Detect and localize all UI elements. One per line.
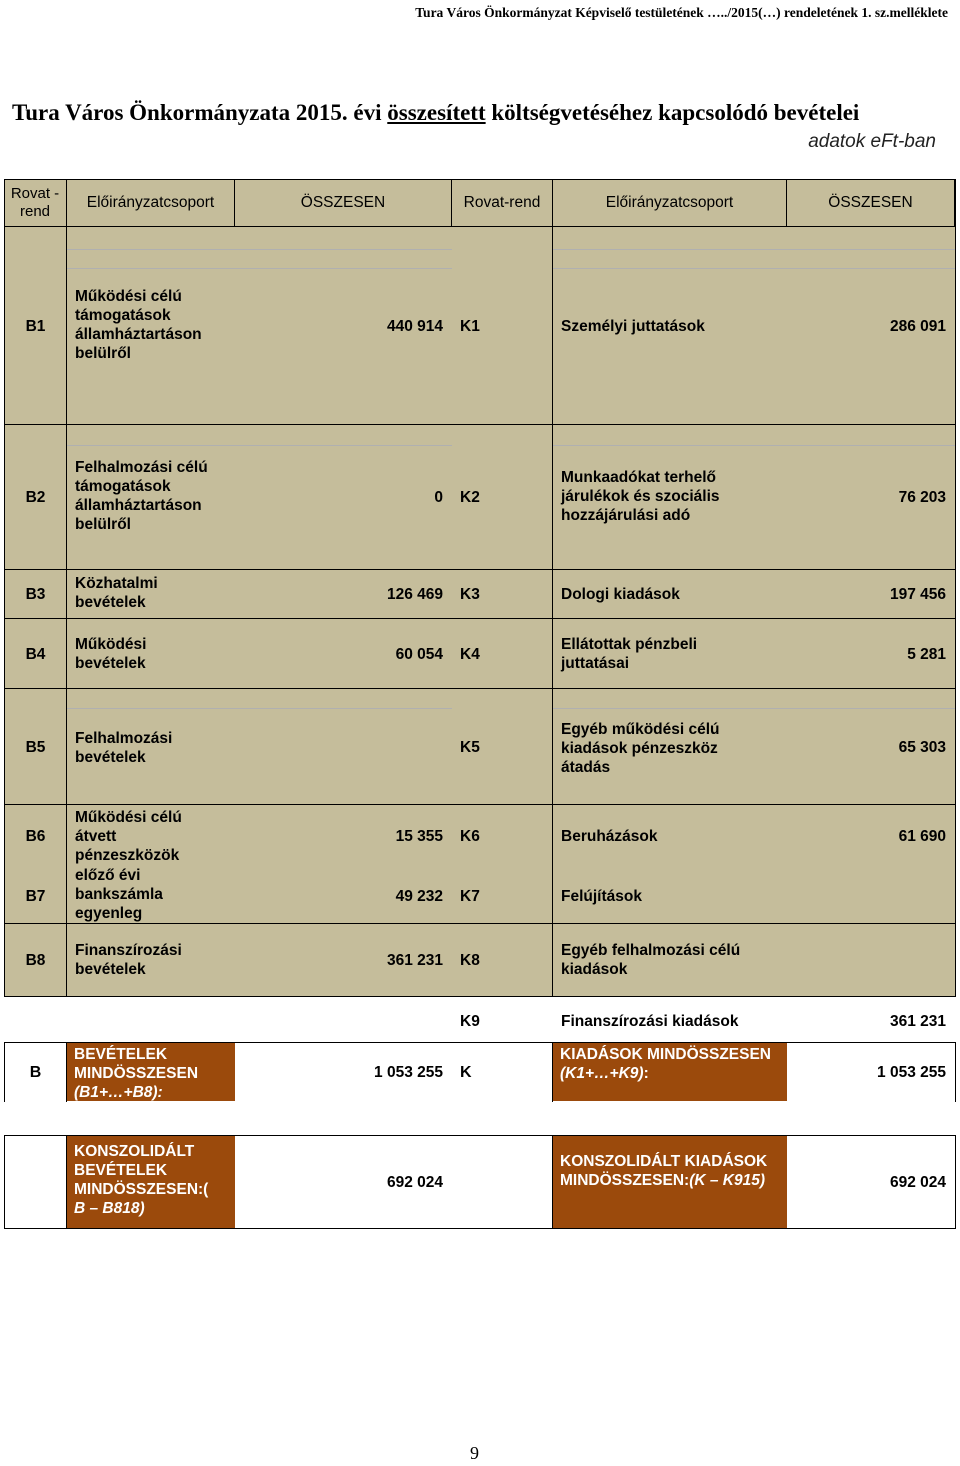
row-b4-name: Működési bevételek [75,636,147,672]
consolidated-label [67,1136,235,1228]
row-k5-name: Egyéb működési célú kiadások pénzeszköz átadás [561,721,720,776]
consolidated-label-text: KONSZOLIDÁLT BEVÉTELEK MINDÖSSZESEN:( [74,1143,209,1198]
row-k1-name: Személyi juttatások [561,317,705,335]
consolidated-k-label [553,1136,787,1228]
col-header-eloiranyzatcsoport-left: Előirányzatcsoport [67,179,235,227]
row-b7-name: előző évi bankszámla egyenleg [75,867,163,922]
row-k6-code: K6 [460,828,480,845]
row-k4-code: K4 [460,645,480,663]
row-k9-code: K9 [460,1012,480,1030]
col-header-rovat-rend-left: Rovat - rend [4,179,67,227]
row-b7-amount: 49 232 [395,887,443,905]
row-k4-amount: 5 281 [907,645,946,663]
consolidated-k-label-formula: (K – K915) [689,1172,765,1189]
col-header-osszesen-right: ÖSSZESEN [787,179,955,227]
totals-k-label-text: KIADÁSOK MINDÖSSZESEN [560,1046,771,1063]
col-header-osszesen-left: ÖSSZESEN [235,179,452,227]
row-k9-amount: 361 231 [889,1012,946,1030]
title-part-2: költségvetéséhez kapcsolódó bevételei [485,100,860,125]
row-k8-code: K8 [460,951,480,969]
row-k3-amount: 197 456 [889,586,946,603]
row-k7-code: K7 [460,887,480,905]
totals-k-amount: 1 053 255 [877,1063,946,1081]
row-k2-code: K2 [460,489,480,506]
row-b2-code: B2 [25,489,46,506]
page-header: Tura Város Önkormányzat Képviselő testületének …../2015(…) rendeletének 1. sz.melléklete [415,5,948,20]
totals-k-label-colon: : [643,1065,649,1082]
row-k6-amount: 61 690 [898,828,946,845]
row-k7-name: Felújítások [561,887,642,905]
row-b4-amount: 60 054 [395,645,443,663]
consolidated-k-amount: 692 024 [889,1173,946,1191]
row-k2-name: Munkaadókat terhelő járulékok és szociális hozzájárulási adó [561,469,720,524]
title-part-1: Tura Város Önkormányzata 2015. évi [12,100,388,125]
row-b5-name: Felhalmozási bevételek [75,730,173,766]
row-b8-code: B8 [25,951,46,969]
row-b8-amount: 361 231 [386,951,443,969]
row-b3-amount: 126 469 [386,586,443,603]
row-b5-code: B5 [25,738,46,756]
row-k5-code: K5 [460,738,480,756]
totals-amount: 1 053 255 [374,1063,443,1081]
row-b3-code: B3 [25,586,46,603]
row-k1-amount: 286 091 [889,317,946,335]
row-b1-amount: 440 914 [386,317,443,335]
page-number: 9 [470,1443,479,1463]
row-b2-name: Felhalmozási célú támogatások államháztartáson belülről [75,459,208,533]
totals-k-label [553,1043,787,1101]
consolidated-label-formula: B – B818) [74,1200,145,1217]
row-k6-name: Beruházások [561,828,658,845]
consolidated-amount: 692 024 [386,1173,443,1191]
totals-label [67,1043,235,1101]
totals-code: B [29,1063,42,1081]
totals-label-formula: (B1+…+B8): [74,1084,163,1101]
row-b6-code: B6 [25,828,46,845]
row-b2-amount: 0 [434,489,443,506]
row-k3-name: Dologi kiadások [561,586,680,603]
row-k1-code: K1 [460,317,480,335]
row-b6-name: Működési célú átvett pénzeszközök [75,809,182,864]
col-header-eloiranyzatcsoport-right: Előirányzatcsoport [553,179,787,227]
unit-note: adatok eFt-ban [808,131,936,152]
consolidated-k-label-text: KONSZOLIDÁLT KIADÁSOK MINDÖSSZESEN: [560,1153,768,1189]
row-k5-amount: 65 303 [898,738,946,756]
row-k8-name: Egyéb felhalmozási célú kiadások [561,942,741,978]
col-header-rovat-rend-right: Rovat-rend [452,179,553,227]
totals-k-label-formula: (K1+…+K9) [560,1065,644,1082]
totals-k-code: K [460,1063,472,1081]
title-underlined-word: összesített [387,100,486,125]
row-b7-code: B7 [25,887,46,905]
row-b1-code: B1 [25,317,46,335]
page-title [12,100,859,126]
row-b6-amount: 15 355 [395,828,443,845]
row-b8-name: Finanszírozási bevételek [75,942,182,978]
row-k9-name: Finanszírozási kiadások [561,1012,739,1030]
row-k2-amount: 76 203 [898,489,946,506]
row-b1-name: Működési célú támogatások államháztartáson belülről [75,288,202,362]
row-k3-code: K3 [460,586,480,603]
row-k4-name: Ellátottak pénzbeli juttatásai [561,636,698,672]
row-b4-code: B4 [25,645,46,663]
row-b3-name: Közhatalmi bevételek [75,575,158,611]
totals-label-text: BEVÉTELEK MINDÖSSZESEN [74,1046,199,1082]
